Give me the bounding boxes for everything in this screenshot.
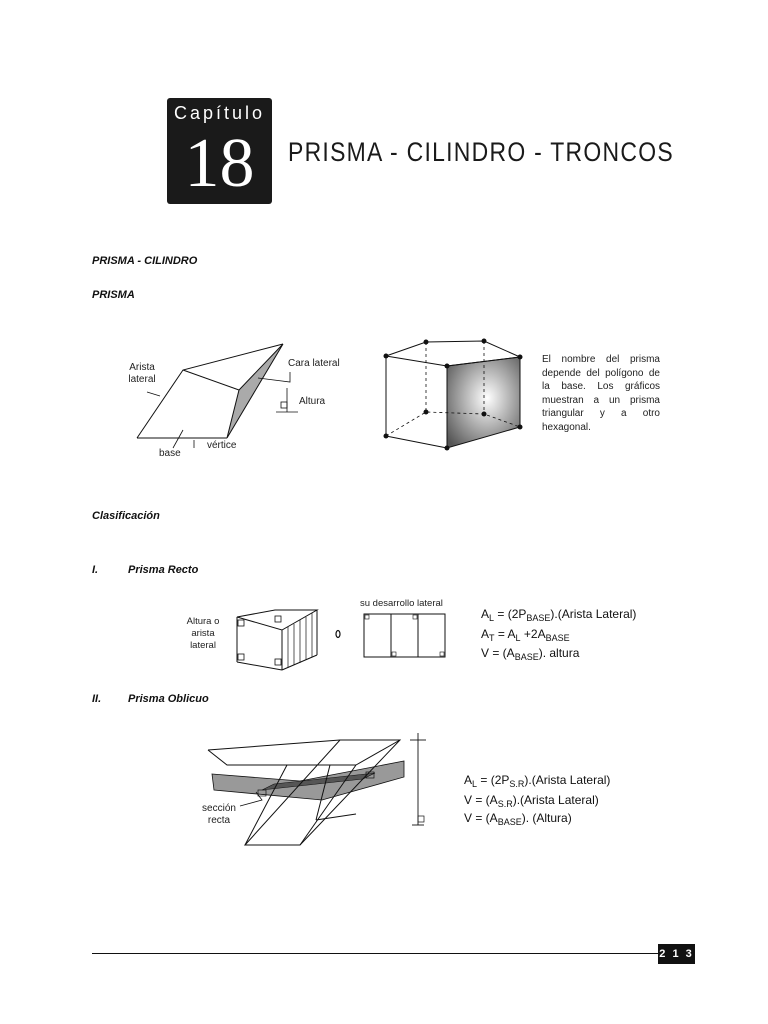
heading-recto-number: I. — [92, 564, 99, 576]
f-part: ).(Arista Lateral) — [524, 773, 611, 787]
f-part: ). (Altura) — [521, 811, 572, 825]
formula-oblicuo-volumen-base — [464, 811, 572, 829]
f-sub: L — [515, 633, 521, 643]
label-cara-lateral: Cara lateral — [288, 358, 340, 369]
f-part: ). altura — [538, 646, 580, 660]
f-sub: BASE — [545, 633, 570, 643]
label-vertice: vértice — [207, 440, 237, 451]
page-title: PRISMA - CILINDRO - TRONCOS — [288, 137, 674, 167]
label-arista-line2: lateral — [128, 374, 156, 385]
f-sub: L — [472, 779, 478, 789]
heading-clasificacion: Clasificación — [92, 510, 160, 522]
f-sub: S.R — [509, 779, 525, 789]
f-sub: BASE — [526, 613, 551, 623]
heading-prisma-oblicuo: Prisma Oblicuo — [128, 693, 209, 705]
f-part: +2A — [520, 627, 546, 641]
page-number: 2 1 3 — [658, 944, 695, 964]
label-seccion-line2: recta — [207, 815, 231, 826]
f-part: ).(Arista Lateral) — [550, 607, 637, 621]
f-sub: L — [489, 613, 495, 623]
label-altura-line3: lateral — [190, 640, 216, 651]
f-part: = (2P — [494, 607, 527, 621]
formula-oblicuo-volumen-sr — [464, 793, 599, 811]
prism-description: El nombre del prisma depende del polígono de la base. Los gráficos muestran a un prisma triangular y a otro hexagonal. — [542, 354, 660, 433]
f-part: V = (A — [464, 793, 498, 807]
f-part: = (2P — [477, 773, 510, 787]
f-part: A — [481, 607, 490, 621]
heading-oblicuo-number: II. — [92, 693, 102, 705]
f-part: V = (A — [464, 811, 498, 825]
f-sub: S.R — [497, 799, 513, 809]
formula-oblicuo-area-lateral — [464, 773, 610, 791]
f-part: A — [481, 627, 490, 641]
f-part: A — [464, 773, 473, 787]
label-seccion-line1: sección — [202, 803, 236, 814]
label-altura-line1: Altura o — [186, 616, 220, 627]
label-seccion-recta — [197, 803, 241, 827]
f-part: ).(Arista Lateral) — [512, 793, 599, 807]
label-arista-line1: Arista — [129, 362, 155, 373]
chapter-word: Capítulo — [173, 103, 266, 123]
label-altura-line2: arista — [191, 628, 215, 639]
f-part: = A — [494, 627, 516, 641]
label-desarrollo-lateral: su desarrollo lateral — [360, 598, 443, 609]
heading-prisma-recto: Prisma Recto — [128, 564, 199, 576]
f-sub: BASE — [514, 652, 539, 662]
heading-prisma: PRISMA — [92, 289, 135, 301]
label-base: base — [159, 448, 181, 459]
f-part: V = (A — [481, 646, 515, 660]
footer-rule — [92, 953, 658, 954]
chapter-number: 18 — [184, 125, 255, 202]
f-sub: T — [489, 633, 495, 643]
label-altura: Altura — [299, 396, 326, 407]
heading-prisma-cilindro: PRISMA - CILINDRO — [92, 255, 198, 267]
f-sub: BASE — [497, 817, 522, 827]
